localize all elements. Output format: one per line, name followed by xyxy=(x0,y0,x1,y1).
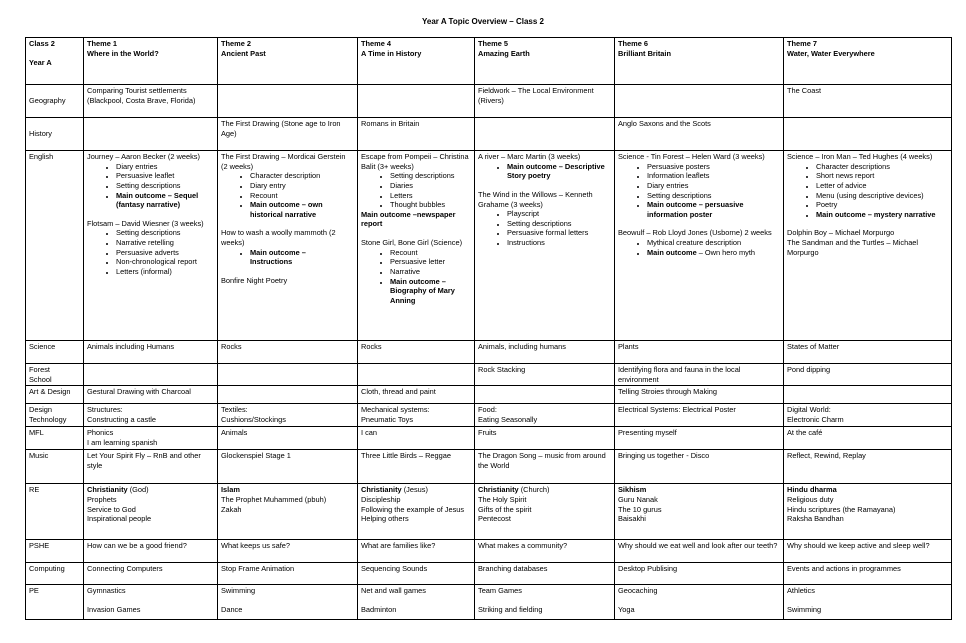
text-line: Gifts of the spirit xyxy=(478,504,532,514)
re-heading xyxy=(787,485,948,495)
table-cell: What are families like? xyxy=(358,540,475,563)
text-line: Pentecost xyxy=(478,514,511,524)
table-cell: Cloth, thread and paint xyxy=(358,386,475,404)
table-cell xyxy=(84,364,218,386)
table-cell: The Coast xyxy=(784,85,952,118)
bullet-list xyxy=(361,248,471,306)
text-line: Geocaching xyxy=(618,586,658,596)
main-outcome: Main outcome –newspaper report xyxy=(361,209,456,229)
table-cell xyxy=(218,364,358,386)
geography-row xyxy=(26,85,952,118)
table-cell: Glockenspiel Stage 1 xyxy=(218,450,358,484)
text-line: Phonics xyxy=(87,428,114,438)
list-item: • Character description xyxy=(250,171,354,181)
list-item: • Setting descriptions xyxy=(507,219,611,229)
text-line: Athletics xyxy=(787,586,815,596)
table-cell xyxy=(218,404,358,427)
table-cell: What keeps us safe? xyxy=(218,540,358,563)
english-row xyxy=(26,151,952,341)
theme-name: A Time in History xyxy=(361,48,422,58)
list-item: • Short news report xyxy=(816,171,948,181)
main-outcome: Main outcome – own historical narrative xyxy=(250,200,323,219)
re-heading xyxy=(221,485,354,495)
text-line: Badminton xyxy=(361,604,397,614)
list-item: • Letter of advice xyxy=(816,181,948,191)
table-cell xyxy=(218,585,358,620)
text-line: Dance xyxy=(221,604,243,614)
text-line: Eating Seasonally xyxy=(478,414,538,424)
text-block: Flotsam – David Wiesner (3 weeks) xyxy=(87,218,204,228)
table-cell: Pond dipping xyxy=(784,364,952,386)
art-design-row xyxy=(26,386,952,404)
text-block: A river – Marc Martin (3 weeks) xyxy=(478,152,581,161)
list-item: • Persuasive letter xyxy=(390,257,471,267)
row-label: RE xyxy=(26,484,84,540)
text-line: Net and wall games xyxy=(361,586,426,596)
table-cell: Why should we eat well and look after our teeth? xyxy=(615,540,784,563)
text-line: Prophets xyxy=(87,494,117,504)
theme-name: Brilliant Britain xyxy=(618,48,671,58)
table-cell xyxy=(84,151,218,341)
table-cell: The First Drawing (Stone age to Iron Age) xyxy=(218,118,358,151)
text-block: Beowulf – Rob Lloyd Jones (Usborne) 2 weeks xyxy=(618,228,772,238)
list-item: • Information leaflets xyxy=(647,171,780,181)
year-label: Year A xyxy=(29,57,52,67)
list-item: • Setting descriptions xyxy=(390,171,471,181)
bullet-list xyxy=(221,171,354,219)
theme-name: Where in the World? xyxy=(87,48,159,58)
list-item: • Setting descriptions xyxy=(116,228,214,238)
text-line: Pneumatic Toys xyxy=(361,414,414,424)
table-cell xyxy=(218,85,358,118)
list-item: • Setting descriptions xyxy=(116,181,214,191)
table-cell xyxy=(475,151,615,341)
row-label: Science xyxy=(26,341,84,364)
table-cell: What makes a community? xyxy=(475,540,615,563)
table-cell xyxy=(358,364,475,386)
bullet-list xyxy=(221,248,354,267)
table-cell xyxy=(615,585,784,620)
list-item: • Recount xyxy=(390,248,471,258)
text-line: Hindu scriptures (the Ramayana) xyxy=(787,504,896,514)
pe-row xyxy=(26,585,952,620)
bullet-list xyxy=(87,228,214,276)
table-cell: Desktop Publising xyxy=(615,563,784,585)
re-heading xyxy=(618,485,780,495)
list-item: • Persuasive posters xyxy=(647,162,780,172)
list-item: • Diaries xyxy=(390,181,471,191)
text-line: The 10 gurus xyxy=(618,504,662,514)
theme-number: Theme 7 xyxy=(787,39,817,48)
table-cell xyxy=(615,151,784,341)
row-label-line: Design xyxy=(29,405,53,415)
religion-name: Hindu dharma xyxy=(787,485,837,495)
theme-header xyxy=(475,38,615,85)
header-row xyxy=(26,38,952,85)
religion-name: Christianity xyxy=(478,485,519,495)
list-item: • Character descriptions xyxy=(816,162,948,172)
table-cell: Three Little Birds – Reggae xyxy=(358,450,475,484)
table-cell xyxy=(218,484,358,540)
text-line: The Holy Spirit xyxy=(478,494,527,504)
table-cell: Stop Frame Animation xyxy=(218,563,358,585)
theme-number: Theme 4 xyxy=(361,39,391,48)
text-block: The First Drawing – Mordicai Gerstein (2 weeks) xyxy=(221,152,346,171)
table-cell xyxy=(358,585,475,620)
text-line: Textiles: xyxy=(221,405,248,415)
main-outcome: Main outcome – xyxy=(250,247,306,257)
text-line: Team Games xyxy=(478,586,522,596)
text-line: Zakah xyxy=(221,504,242,514)
table-cell xyxy=(84,404,218,427)
list-item: • Playscript xyxy=(507,209,611,219)
theme-number: Theme 5 xyxy=(478,39,508,48)
religion-focus: (Jesus) xyxy=(401,485,428,495)
table-cell xyxy=(84,427,218,450)
bullet-list xyxy=(478,162,611,181)
table-cell: Rock Stacking xyxy=(475,364,615,386)
theme-header xyxy=(615,38,784,85)
list-item xyxy=(816,210,948,220)
text-line: Following the example of Jesus xyxy=(361,504,465,514)
forest-school-row xyxy=(26,364,952,386)
row-label: PSHE xyxy=(26,540,84,563)
row-label: Music xyxy=(26,450,84,484)
text-line: Religious duty xyxy=(787,494,834,504)
text-line: Cushions/Stockings xyxy=(221,414,286,424)
table-cell: Why should we keep active and sleep well? xyxy=(784,540,952,563)
bullet-list xyxy=(787,162,948,220)
text-line: Yoga xyxy=(618,604,635,614)
list-item: • Instructions xyxy=(507,238,611,248)
table-cell: Romans in Britain xyxy=(358,118,475,151)
re-heading xyxy=(478,485,611,495)
religion-name: Christianity xyxy=(361,485,402,495)
religion-focus: (Church) xyxy=(518,485,550,495)
text-block: Dolphin Boy – Michael Morpurgo xyxy=(787,228,895,238)
table-cell: States of Matter xyxy=(784,341,952,364)
class-year-cell xyxy=(26,38,84,85)
text-block: Science - Tin Forest – Helen Ward (3 weeks) xyxy=(618,152,765,161)
theme-name: Amazing Earth xyxy=(478,48,530,58)
list-item: • Mythical creature description xyxy=(647,238,780,248)
table-cell xyxy=(784,585,952,620)
row-label: Geography xyxy=(26,85,84,118)
main-outcome: Main outcome – Biography of Mary Anning xyxy=(390,276,455,305)
table-cell xyxy=(475,484,615,540)
bullet-list xyxy=(618,238,780,257)
text-line: Electrical Systems: Electrical Poster xyxy=(618,405,736,415)
table-cell xyxy=(615,85,784,118)
table-cell xyxy=(615,484,784,540)
text-line: Electronic Charm xyxy=(787,414,844,424)
re-heading xyxy=(361,485,471,495)
text-block: Bonfire Night Poetry xyxy=(221,275,288,285)
list-item: • Diary entry xyxy=(250,181,354,191)
row-label-line: Technology xyxy=(29,414,67,424)
list-item xyxy=(250,248,354,267)
text-line: Invasion Games xyxy=(87,604,141,614)
main-outcome: Main outcome – Descriptive Story poetry xyxy=(507,161,605,181)
table-cell xyxy=(218,386,358,404)
list-item xyxy=(647,248,780,258)
religion-name: Christianity xyxy=(87,485,128,495)
table-cell: Animals including Humans xyxy=(84,341,218,364)
table-cell: Bringing us together - Disco xyxy=(615,450,784,484)
computing-row xyxy=(26,563,952,585)
table-cell: The Dragon Song – music from around the World xyxy=(475,450,615,484)
main-outcome: Main outcome xyxy=(647,247,697,257)
row-label: MFL xyxy=(26,427,84,450)
text-line: Helping others xyxy=(361,514,409,524)
outcome-text: – Own hero myth xyxy=(696,247,756,257)
row-label-line: Forest xyxy=(29,365,50,374)
theme-name: Water, Water Everywhere xyxy=(787,48,875,58)
table-cell xyxy=(84,484,218,540)
text-line: Inspirational people xyxy=(87,514,152,524)
table-cell: Sequencing Sounds xyxy=(358,563,475,585)
table-cell: Rocks xyxy=(358,341,475,364)
list-item: • Persuasive formal letters xyxy=(507,228,611,238)
theme-name: Ancient Past xyxy=(221,48,266,58)
table-cell: Branching databases xyxy=(475,563,615,585)
theme-number: Theme 2 xyxy=(221,39,251,48)
text-line: Swimming xyxy=(221,586,256,596)
bullet-list xyxy=(361,171,471,210)
table-cell xyxy=(358,404,475,427)
text-line: Mechanical systems: xyxy=(361,405,430,415)
history-row xyxy=(26,118,952,151)
text-block: Escape from Pompeii – Christina Balit (3+ weeks) xyxy=(361,152,469,171)
list-item: • Setting descriptions xyxy=(647,191,780,201)
list-item: • Narrative xyxy=(390,267,471,277)
table-cell xyxy=(784,404,952,427)
row-label: Art & Design xyxy=(26,386,84,404)
re-row xyxy=(26,484,952,540)
religion-name: Islam xyxy=(221,485,240,495)
table-cell: Plants xyxy=(615,341,784,364)
science-row xyxy=(26,341,952,364)
table-cell xyxy=(784,118,952,151)
bullet-list xyxy=(478,209,611,248)
text-line: Baisakhi xyxy=(618,514,646,524)
text-line: Discipleship xyxy=(361,494,401,504)
table-cell xyxy=(784,386,952,404)
topic-overview-table xyxy=(25,37,952,620)
table-cell: At the café xyxy=(784,427,952,450)
list-item: • Non-chronological report xyxy=(116,257,214,267)
main-outcome: Instructions xyxy=(250,257,293,267)
theme-header xyxy=(218,38,358,85)
text-line: Constructing a castle xyxy=(87,414,157,424)
table-cell: Events and actions in programmes xyxy=(784,563,952,585)
bullet-list xyxy=(618,162,780,220)
theme-header xyxy=(784,38,952,85)
text-line: Food: xyxy=(478,405,497,415)
list-item: • Letters xyxy=(390,191,471,201)
table-cell xyxy=(358,484,475,540)
list-item xyxy=(647,200,780,219)
religion-name: Sikhism xyxy=(618,485,647,495)
theme-number: Theme 6 xyxy=(618,39,648,48)
text-line: Structures: xyxy=(87,405,123,415)
table-cell: Telling Stroies through Making xyxy=(615,386,784,404)
text-line: Guru Nanak xyxy=(618,494,658,504)
music-row xyxy=(26,450,952,484)
table-cell xyxy=(475,386,615,404)
text-block: How to wash a woolly mammoth (2 weeks) xyxy=(221,228,336,247)
table-cell: Animals xyxy=(218,427,358,450)
text-line: Gymnastics xyxy=(87,586,126,596)
main-outcome: Main outcome – Sequel (fantasy narrative) xyxy=(116,190,199,210)
text-line: Swimming xyxy=(787,604,822,614)
list-item: • Diary entries xyxy=(116,162,214,172)
mfl-row xyxy=(26,427,952,450)
pshe-row xyxy=(26,540,952,563)
table-cell: I can xyxy=(358,427,475,450)
re-heading xyxy=(87,485,214,495)
table-cell: Gestural Drawing with Charcoal xyxy=(84,386,218,404)
main-outcome: Main outcome – mystery narrative xyxy=(816,209,936,219)
row-label: History xyxy=(26,118,84,151)
table-cell xyxy=(358,85,475,118)
table-cell: Animals, including humans xyxy=(475,341,615,364)
text-line: Service to God xyxy=(87,504,136,514)
list-item xyxy=(116,191,214,210)
list-item: • Poetry xyxy=(816,200,948,210)
table-cell: Connecting Computers xyxy=(84,563,218,585)
list-item: • Persuasive adverts xyxy=(116,248,214,258)
table-cell xyxy=(475,585,615,620)
table-cell xyxy=(84,585,218,620)
text-line: The Prophet Muhammed (pbuh) xyxy=(221,494,327,504)
main-outcome: Main outcome – persuasive information poster xyxy=(647,200,744,219)
table-cell: How can we be a good friend? xyxy=(84,540,218,563)
list-item: • Diary entries xyxy=(647,181,780,191)
table-cell: Anglo Saxons and the Scots xyxy=(615,118,784,151)
list-item xyxy=(250,200,354,219)
row-label: PE xyxy=(26,585,84,620)
row-label xyxy=(26,404,84,427)
text-line: I am learning spanish xyxy=(87,437,158,447)
page-title: Year A Topic Overview – Class 2 xyxy=(422,17,544,26)
table-cell: Comparing Tourist settlements (Blackpool, Costa Brave, Florida) xyxy=(84,85,218,118)
table-cell: Identifying flora and fauna in the local environment xyxy=(615,364,784,386)
list-item: • Persuasive leaflet xyxy=(116,171,214,181)
text-line: Raksha Bandhan xyxy=(787,514,844,524)
text-block: The Wind in the Willows – Kenneth Grahame (3 weeks) xyxy=(478,189,593,209)
table-cell xyxy=(784,484,952,540)
text-block: Journey – Aaron Becker (2 weeks) xyxy=(87,152,200,161)
table-cell: Fieldwork – The Local Environment (Rivers) xyxy=(475,85,615,118)
list-item: • Narrative retelling xyxy=(116,238,214,248)
row-label: Computing xyxy=(26,563,84,585)
list-item xyxy=(390,277,471,306)
class-label: Class 2 xyxy=(29,39,55,48)
table-cell: Let Your Spirit Fly – RnB and other style xyxy=(84,450,218,484)
theme-header xyxy=(358,38,475,85)
theme-number: Theme 1 xyxy=(87,39,117,48)
table-cell xyxy=(475,404,615,427)
table-cell xyxy=(84,118,218,151)
text-line: Digital World: xyxy=(787,405,831,415)
text-block: Science – Iron Man – Ted Hughes (4 weeks) xyxy=(787,152,933,161)
table-cell xyxy=(615,404,784,427)
table-cell xyxy=(475,118,615,151)
list-item: • Letters (informal) xyxy=(116,267,214,277)
list-item xyxy=(507,162,611,181)
bullet-list xyxy=(87,162,214,210)
religion-focus: (God) xyxy=(127,485,149,495)
table-cell xyxy=(218,151,358,341)
table-cell: Reflect, Rewind, Replay xyxy=(784,450,952,484)
table-cell xyxy=(784,151,952,341)
theme-header xyxy=(84,38,218,85)
row-label xyxy=(26,364,84,386)
table-cell: Presenting myself xyxy=(615,427,784,450)
list-item: • Menu (using descriptive devices) xyxy=(816,191,948,201)
row-label: English xyxy=(26,151,84,341)
row-label-line: School xyxy=(29,374,52,384)
list-item: • Thought bubbles xyxy=(390,200,471,210)
table-cell: Fruits xyxy=(475,427,615,450)
table-cell xyxy=(358,151,475,341)
list-item: • Recount xyxy=(250,191,354,201)
design-technology-row xyxy=(26,404,952,427)
table-cell: Rocks xyxy=(218,341,358,364)
text-block: Stone Girl, Bone Girl (Science) xyxy=(361,238,463,247)
text-line: Striking and fielding xyxy=(478,604,543,614)
text-block: The Sandman and the Turtles – Michael Morpurgo xyxy=(787,238,919,257)
